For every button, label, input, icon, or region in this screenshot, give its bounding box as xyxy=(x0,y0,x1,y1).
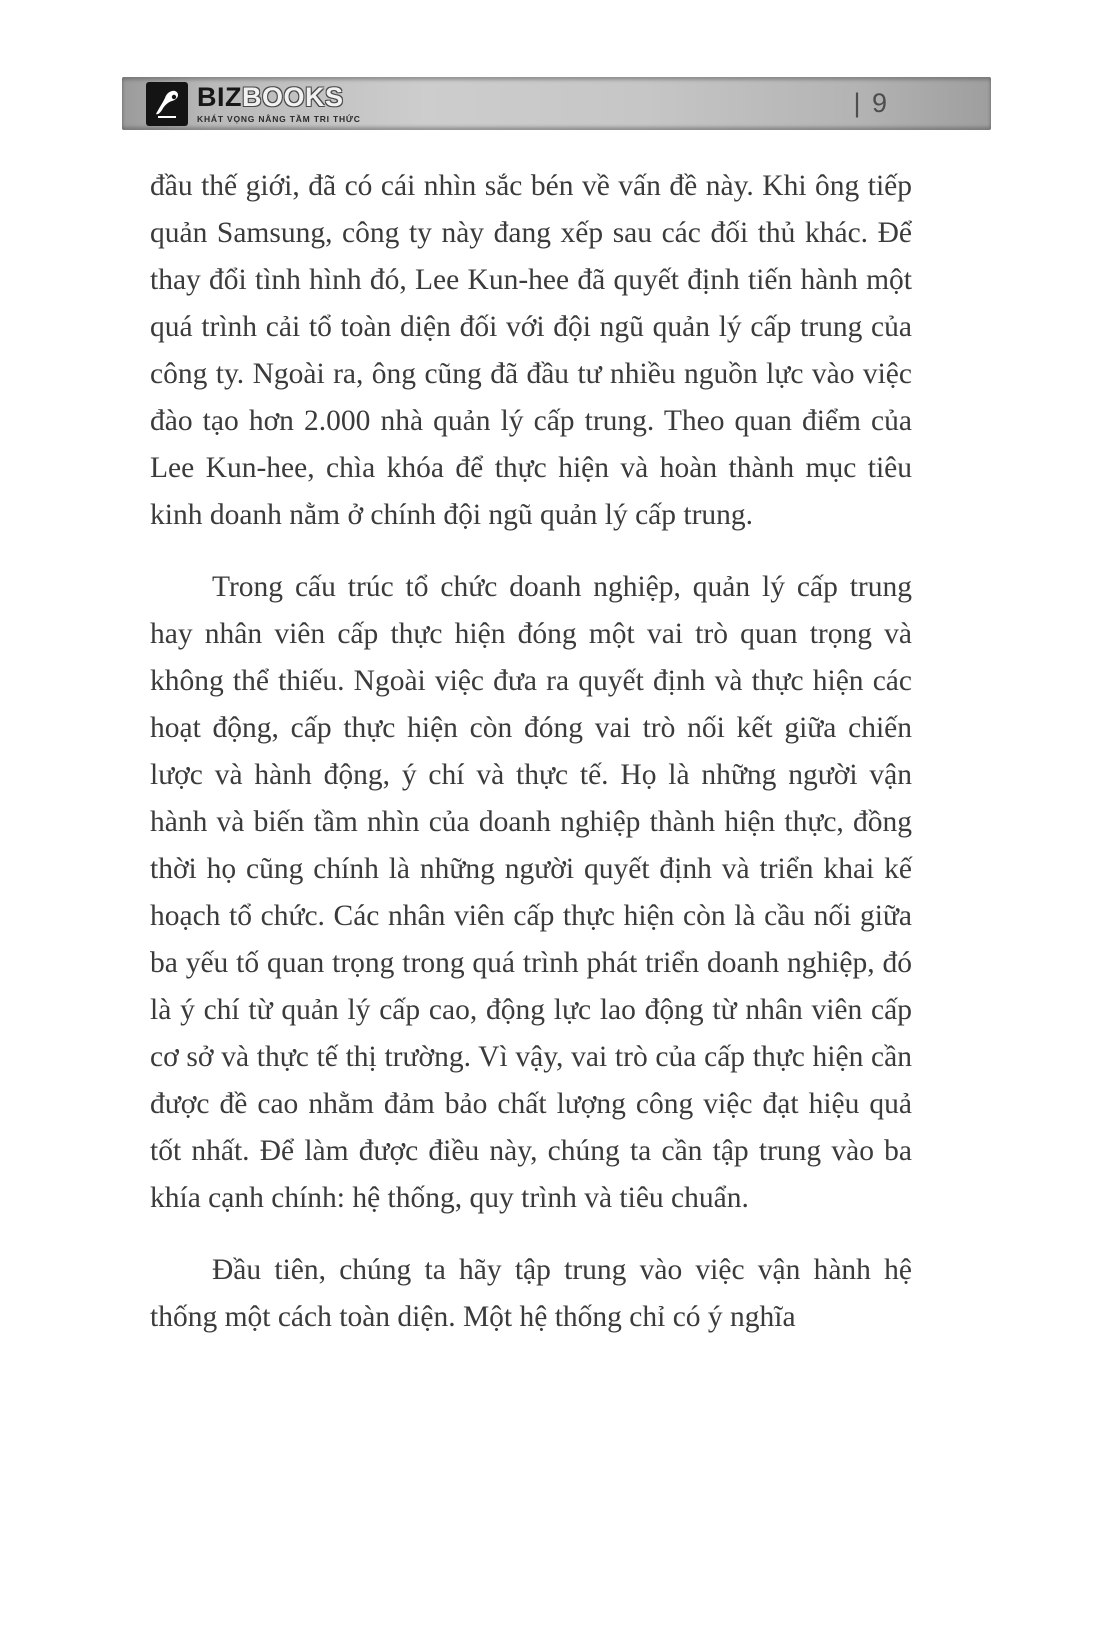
logo-tagline: KHÁT VỌNG NÂNG TẦM TRI THỨC xyxy=(197,113,361,124)
logo-name xyxy=(197,81,361,112)
bizbooks-logo-icon xyxy=(146,82,188,126)
paragraph: Đầu tiên, chúng ta hãy tập trung vào việc vận hành hệ thống một cách toàn diện. Một hệ thống chỉ có ý nghĩa xyxy=(150,1254,912,1333)
paragraph: đầu thế giới, đã có cái nhìn sắc bén về vấn đề này. Khi ông tiếp quản Samsung, công ty này đang xếp sau các đối thủ khác. Để thay đổi tình hình đó, Lee Kun-hee đã quyết định tiến hành một quá trình cải tổ toàn diện đối với đội ngũ quản lý cấp trung của công ty. Ngoài ra, ông cũng đã đầu tư nhiều nguồn lực vào việc đào tạo hơn 2.000 nhà quản lý cấp trung. Theo quan điểm của Lee Kun-hee, chìa khóa để thực hiện và hoàn thành mục tiêu kinh doanh nằm ở chính đội ngũ quản lý cấp trung. xyxy=(150,170,912,531)
logo-text-books: BOOKS xyxy=(242,81,344,112)
page-content xyxy=(150,163,912,1366)
page-header xyxy=(122,77,991,130)
logo-text xyxy=(197,81,361,124)
logo-text-biz: BIZ xyxy=(197,81,242,112)
page-number: | 9 xyxy=(853,88,889,118)
bizbooks-logo xyxy=(146,82,361,126)
paragraph: Trong cấu trúc tổ chức doanh nghiệp, quản lý cấp trung hay nhân viên cấp thực hiện đóng một vai trò quan trọng và không thể thiếu. Ngoài việc đưa ra quyết định và thực hiện các hoạt động, cấp thực hiện còn đóng vai trò nối kết giữa chiến lược và hành động, ý chí và thực tế. Họ là những người vận hành và biến tầm nhìn của doanh nghiệp thành hiện thực, đồng thời họ cũng chính là những người quyết định và triển khai kế hoạch tổ chức. Các nhân viên cấp thực hiện còn là cầu nối giữa ba yếu tố quan trọng trong quá trình phát triển doanh nghiệp, đó là ý chí từ quản lý cấp cao, động lực lao động từ nhân viên cấp cơ sở và thực tế thị trường. Vì vậy, vai trò của cấp thực hiện cần được đề cao nhằm đảm bảo chất lượng công việc đạt hiệu quả tốt nhất. Để làm được điều này, chúng ta cần tập trung vào ba khía cạnh chính: hệ thống, quy trình và tiêu chuẩn. xyxy=(150,571,912,1214)
